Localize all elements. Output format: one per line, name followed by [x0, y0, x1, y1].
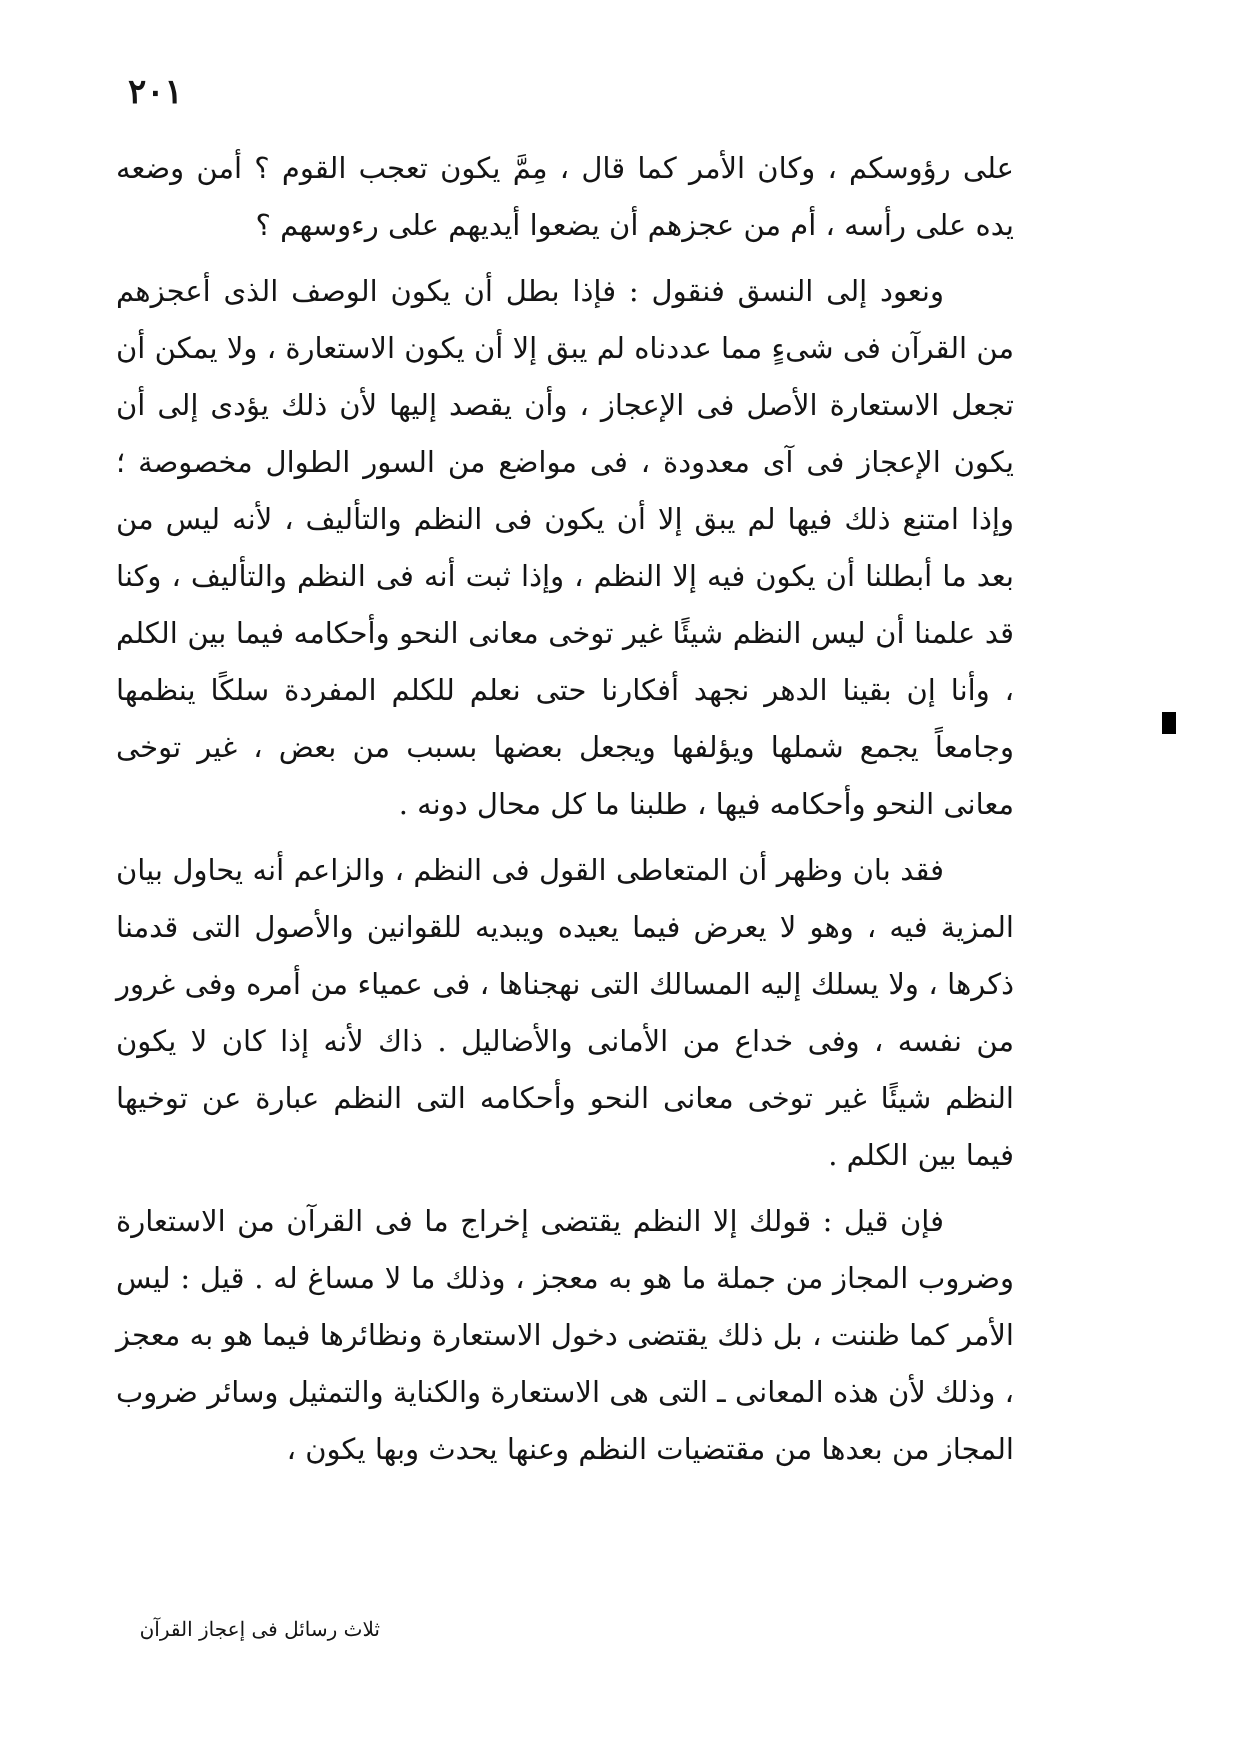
margin-mark: [1162, 712, 1176, 734]
page-number: ٢٠١: [128, 72, 183, 112]
body-text: [116, 140, 1014, 1487]
paragraph-4: فإن قيل : قولك إلا النظم يقتضى إخراج ما فى القرآن من الاستعارة وضروب المجاز من جملة ما هو به معجز ، وذلك ما لا مساغ له . قيل : ليس الأمر كما ظننت ، بل ذلك يقتضى دخول الاستعارة ونظائرها فيما هو به معجز ، وذلك لأن هذه المعانى ـ التى هى الاستعارة والكناية والتمثيل وسائر ضروب المجاز من بعدها من مقتضيات النظم وعنها يحدث وبها يكون ،: [116, 1204, 1014, 1466]
paragraph-3: فقد بان وظهر أن المتعاطى القول فى النظم ، والزاعم أنه يحاول بيان المزية فيه ، وهو لا يعرض فيما يعيده ويبديه للقوانين والأصول التى قدمنا ذكرها ، ولا يسلك إليه المسالك التى نهجناها ، فى عمياء من أمره وفى غرور من نفسه ، وفى خداع من الأمانى والأضاليل . ذاك لأنه إذا كان لا يكون النظم شيئًا غير توخى معانى النحو وأحكامه التى النظم عبارة عن توخيها فيما بين الكلم .: [116, 853, 1014, 1172]
running-footer: ثلاث رسائل فى إعجاز القرآن: [139, 1617, 380, 1641]
paragraph-1: على رؤوسكم ، وكان الأمر كما قال ، مِمَّ يكون تعجب القوم ؟ أمن وضعه يده على رأسه ، أم من عجزهم أن يضعوا أيديهم على رءوسهم ؟: [116, 151, 1014, 242]
paragraph-2: ونعود إلى النسق فنقول : فإذا بطل أن يكون الوصف الذى أعجزهم من القرآن فى شىءٍ مما عددناه لم يبق إلا أن يكون الاستعارة ، ولا يمكن أن تجعل الاستعارة الأصل فى الإعجاز ، وأن يقصد إليها لأن ذلك يؤدى إلى أن يكون الإعجاز فى آى معدودة ، فى مواضع من السور الطوال مخصوصة ؛ وإذا امتنع ذلك فيها لم يبق إلا أن يكون فى النظم والتأليف ، لأنه ليس من بعد ما أبطلنا أن يكون فيه إلا النظم ، وإذا ثبت أنه فى النظم والتأليف ، وكنا قد علمنا أن ليس النظم شيئًا غير توخى معانى النحو وأحكامه فيما بين الكلم ، وأنا إن بقينا الدهر نجهد أفكارنا حتى نعلم للكلم المفردة سلكًا ينظمها وجامعاً يجمع شملها ويؤلفها ويجعل بعضها بسبب من بعض ، غير توخى معانى النحو وأحكامه فيها ، طلبنا ما كل محال دونه .: [116, 274, 1014, 821]
